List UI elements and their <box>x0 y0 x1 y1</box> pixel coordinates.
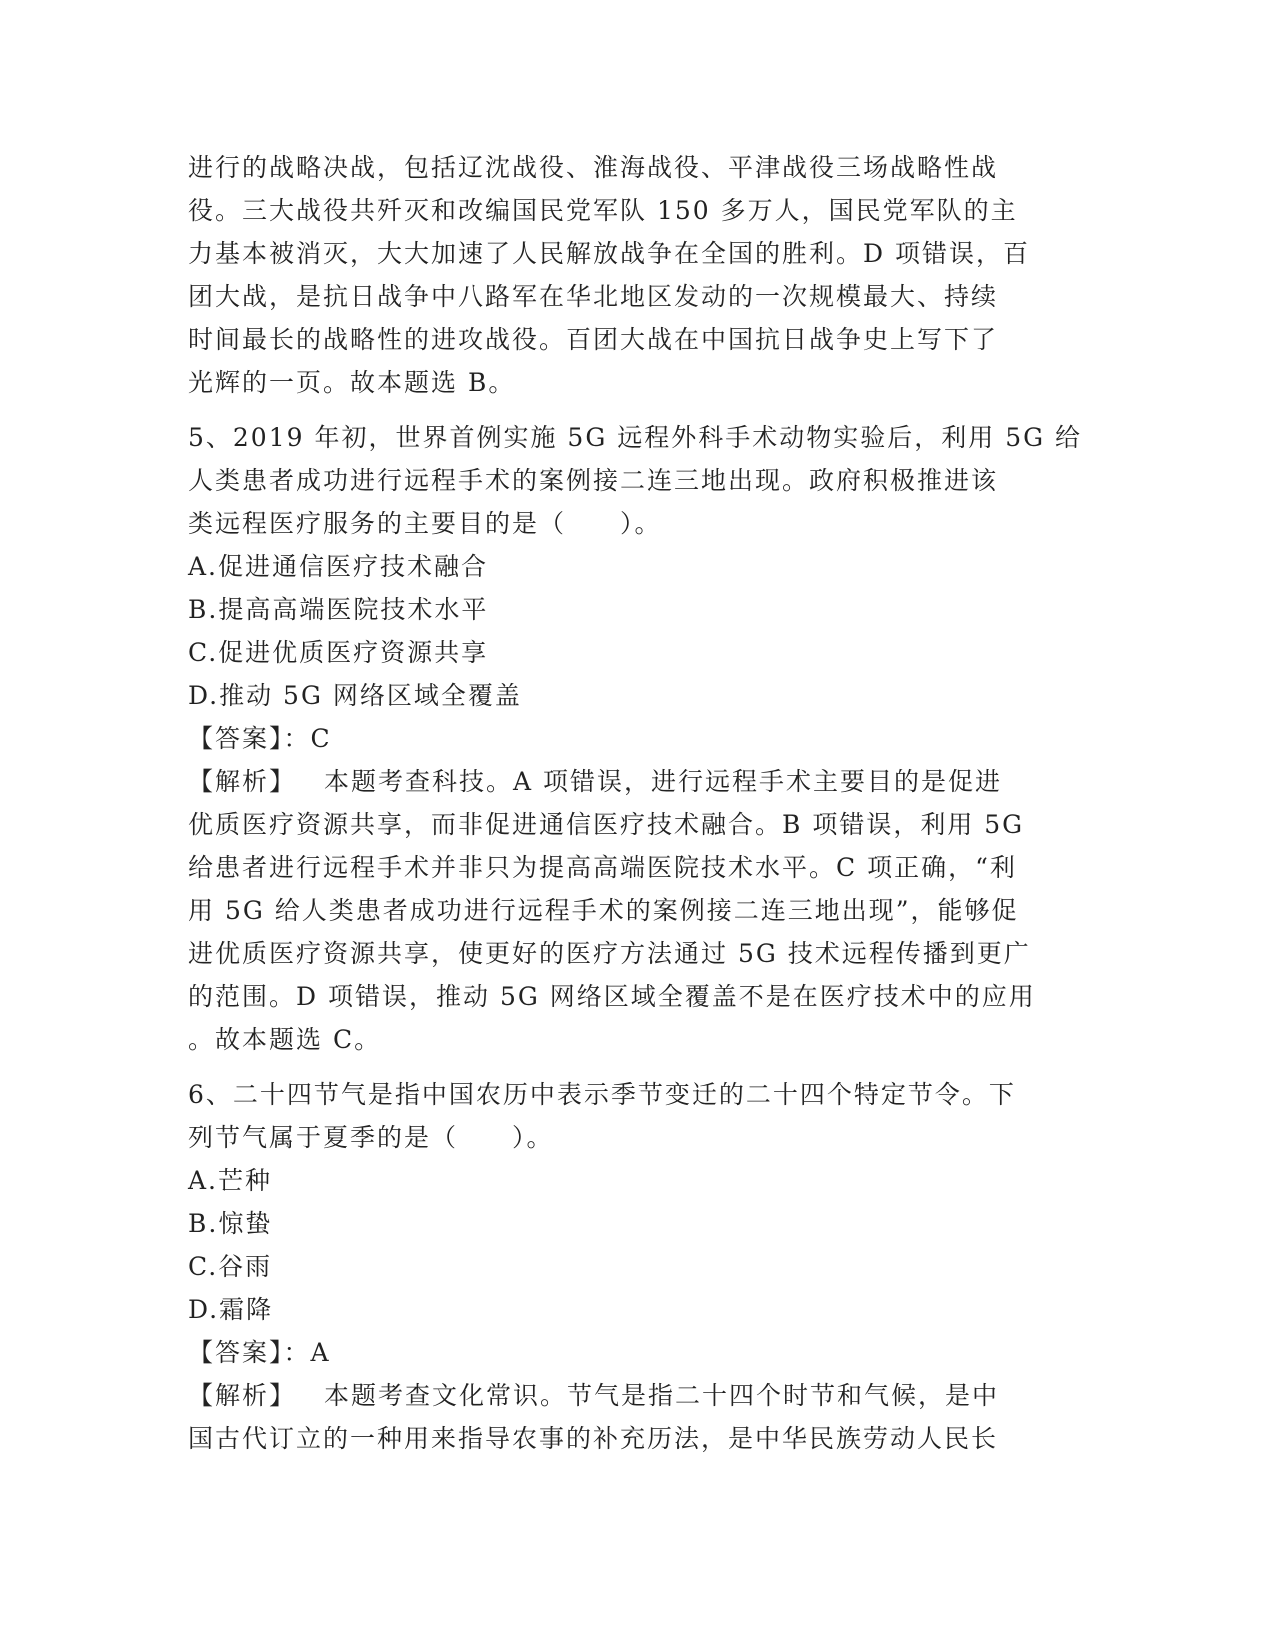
answer-line: 【答案】：A <box>188 1338 331 1367</box>
option-b: B.提高高端医院技术水平 <box>188 595 489 624</box>
option-a: A.促进通信医疗技术融合 <box>188 552 489 581</box>
option-c: C.谷雨 <box>188 1252 273 1281</box>
text-line: 力基本被消灭，大大加速了人民解放战争在全国的胜利。D 项错误，百 <box>188 239 1030 268</box>
analysis-line: 。故本题选 C。 <box>188 1025 382 1054</box>
question-stem-line: 列节气属于夏季的是（ ）。 <box>188 1123 554 1152</box>
question-stem-line: 5、2019 年初，世界首例实施 5G 远程外科手术动物实验后，利用 5G 给 <box>188 423 1083 452</box>
analysis-text: 本题考查科技。A 项错误，进行远程手术主要目的是促进 <box>324 767 1003 796</box>
option-b: B.惊蛰 <box>188 1209 273 1238</box>
analysis-line: 国古代订立的一种用来指导农事的补充历法，是中华民族劳动人民长 <box>188 1424 999 1453</box>
answer-line: 【答案】：C <box>188 724 332 753</box>
document-content <box>188 146 1083 1460</box>
question-stem-line: 人类患者成功进行远程手术的案例接二连三地出现。政府积极推进该 <box>188 466 999 495</box>
analysis-first-line <box>188 760 1078 803</box>
analysis-line: 进优质医疗资源共享，使更好的医疗方法通过 5G 技术远程传播到更广 <box>188 939 1031 968</box>
question-5 <box>188 416 1083 1061</box>
analysis-text: 本题考查文化常识。节气是指二十四个时节和气候，是中 <box>324 1381 1000 1410</box>
analysis-line: 用 5G 给人类患者成功进行远程手术的案例接二连三地出现”，能够促 <box>188 896 1019 925</box>
analysis-line: 优质医疗资源共享，而非促进通信医疗技术融合。B 项错误，利用 5G <box>188 810 1025 839</box>
analysis-tag: 【解析】 <box>188 1381 297 1410</box>
question-6 <box>188 1073 1078 1460</box>
text-line: 团大战，是抗日战争中八路军在华北地区发动的一次规模最大、持续 <box>188 282 999 311</box>
text-line: 时间最长的战略性的进攻战役。百团大战在中国抗日战争史上写下了 <box>188 325 999 354</box>
previous-analysis-continuation <box>188 146 1078 404</box>
option-d: D.霜降 <box>188 1295 274 1324</box>
text-line: 光辉的一页。故本题选 B。 <box>188 368 516 397</box>
option-a: A.芒种 <box>188 1166 273 1195</box>
option-d: D.推动 5G 网络区域全覆盖 <box>188 681 522 710</box>
option-c: C.促进优质医疗资源共享 <box>188 638 489 667</box>
question-stem-line: 类远程医疗服务的主要目的是（ ）。 <box>188 509 662 538</box>
analysis-first-line <box>188 1374 1078 1417</box>
analysis-line: 的范围。D 项错误，推动 5G 网络区域全覆盖不是在医疗技术中的应用 <box>188 982 1036 1011</box>
question-stem-line: 6、二十四节气是指中国农历中表示季节变迁的二十四个特定节令。下 <box>188 1080 1016 1109</box>
spacer <box>188 1061 1078 1073</box>
spacer <box>188 404 1078 416</box>
text-line: 进行的战略决战，包括辽沈战役、淮海战役、平津战役三场战略性战 <box>188 153 999 182</box>
text-line: 役。三大战役共歼灭和改编国民党军队 150 多万人，国民党军队的主 <box>188 196 1018 225</box>
analysis-line: 给患者进行远程手术并非只为提高高端医院技术水平。C 项正确，“利 <box>188 853 1017 882</box>
analysis-tag: 【解析】 <box>188 767 297 796</box>
